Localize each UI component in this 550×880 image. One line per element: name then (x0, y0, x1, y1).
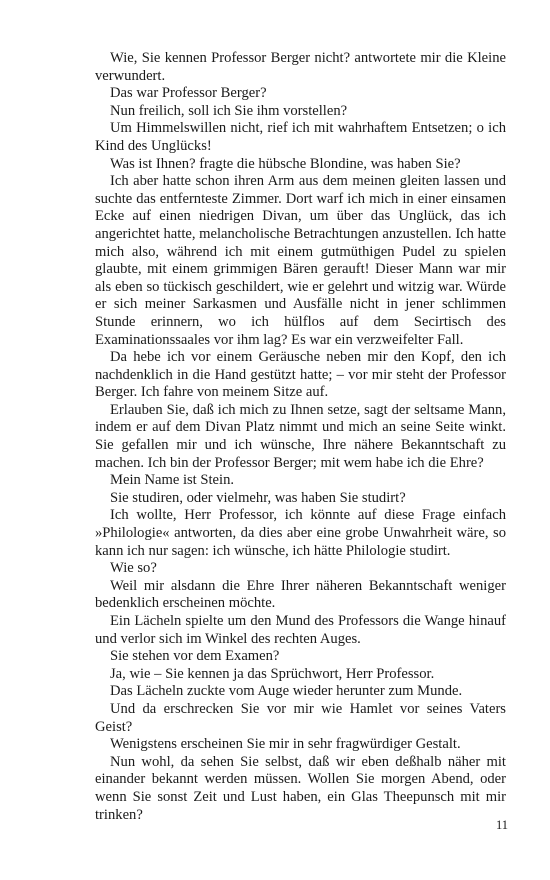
paragraph: Was ist Ihnen? fragte die hübsche Blondine, was haben Sie? (110, 155, 461, 172)
paragraph: Ja, wie – Sie kennen ja das Sprüchwort, Herr Professor. (110, 665, 435, 682)
paragraph: Wie so? (110, 560, 157, 577)
paragraph: Da hebe ich vor einem Geräusche neben mir den Kopf, den ich nachdenklich in die Hand gestützt hatte; – vor mir steht der Professor Berger. Ich fahre von meinem Sitze auf. (95, 349, 506, 401)
paragraph: Ein Lächeln spielte um den Mund des Professors die Wange hinauf und verlor sich im Winkel des rechten Auges. (95, 613, 506, 647)
paragraph: Das war Professor Berger? (110, 85, 267, 102)
paragraph: Sie stehen vor dem Examen? (110, 648, 280, 665)
paragraph: Weil mir alsdann die Ehre Ihrer näheren Bekanntschaft weniger bedenklich erscheinen möchte. (95, 577, 506, 612)
paragraph: Mein Name ist Stein. (110, 472, 235, 489)
page-number: 11 (495, 818, 508, 832)
paragraph: Das Lächeln zuckte vom Auge wieder herunter zum Munde. (110, 683, 463, 700)
paragraph: Und da erschrecken Sie vor mir wie Hamlet vor seines Vaters Geist? (95, 700, 506, 735)
paragraph: Nun freilich, soll ich Sie ihm vorstellen? (110, 102, 348, 119)
paragraph: Ich wollte, Herr Professor, ich könnte auf diese Frage einfach »Philologie« antworten, da dies aber eine grobe Unwahrheit wäre, so kann ich nur sagen: ich wünsche, ich hätte Philologie studirt. (95, 507, 506, 559)
paragraph: Ich aber hatte schon ihren Arm aus dem meinen gleiten lassen und suchte das entfernteste Zimmer. Dort warf ich mich in einer einsamen Ecke auf einen niedrigen Divan, um über das Unglück, das ich angerichtet hatte, melancholische Betrachtungen anzustellen. Ich hatte mich also, während ich mit einem gutmüthigen Pudel zu spielen glaubte, mit einem grimmigen Bären gerauft! Dieser Mann war mir als eben so tückisch geschildert, wie er gelehrt und witzig war. Würde er sich meiner Sarkasmen und Ausfälle nicht in jener schlimmen Stunde erinnern, wo ich hülflos auf dem Secirtisch des Examinationssaales vor ihm lag? Es war ein verzweifelter Fall. (95, 173, 506, 348)
body-text (95, 50, 506, 824)
paragraph: Nun wohl, da sehen Sie selbst, daß wir eben deßhalb näher mit einander bekannt werden müssen. Wollen Sie morgen Abend, oder wenn Sie sonst Zeit und Lust haben, ein Glas Theepunsch mit mir trinken? (95, 753, 506, 823)
paragraph: Wie, Sie kennen Professor Berger nicht? antwortete mir die Kleine verwundert. (95, 50, 506, 84)
paragraph: Erlauben Sie, daß ich mich zu Ihnen setze, sagt der seltsame Mann, indem er auf dem Divan Platz nimmt und mich an seine Seite winkt. Sie gefallen mir und ich wünsche, Ihre nähere Bekanntschaft zu machen. Ich bin der Professor Berger; mit wem habe ich die Ehre? (95, 401, 506, 471)
paragraph: Sie studiren, oder vielmehr, was haben Sie studirt? (110, 489, 406, 506)
paragraph: Um Himmelswillen nicht, rief ich mit wahrhaftem Entsetzen; o ich Kind des Unglücks! (95, 120, 506, 154)
paragraph: Wenigstens erscheinen Sie mir in sehr fragwürdiger Gestalt. (110, 736, 461, 753)
